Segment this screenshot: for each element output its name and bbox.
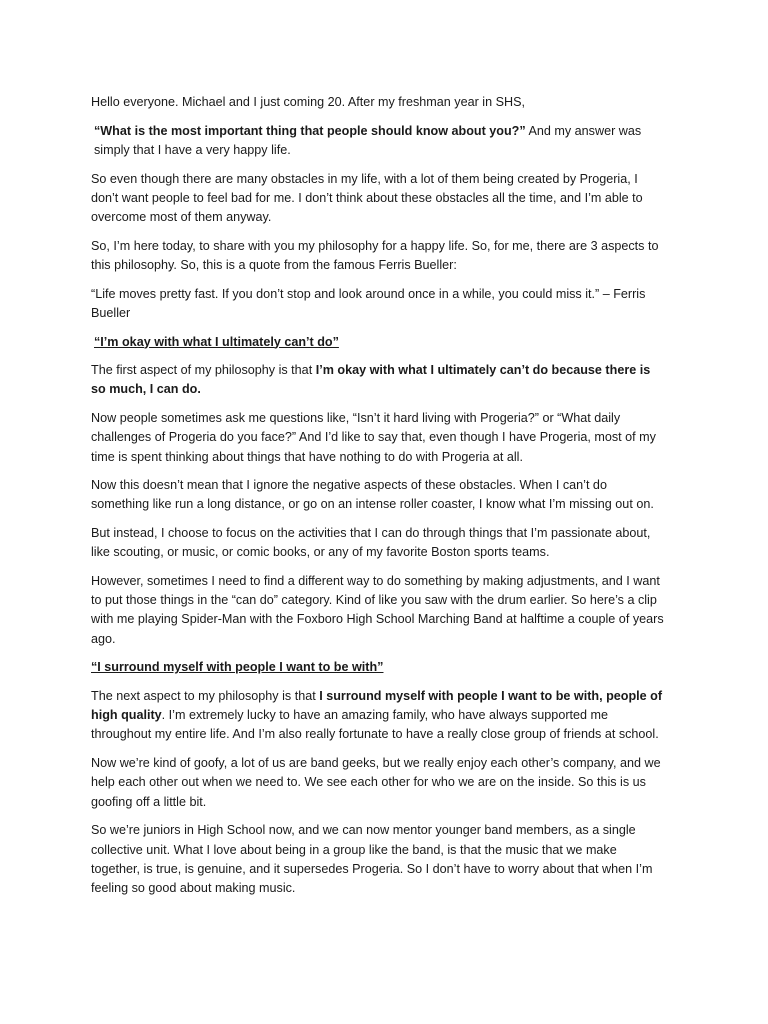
text-segment: So we’re juniors in High School now, and we can now mentor younger band members, as a single collective unit. What I love about being in a group like the band, is that the music that we make together, is true, is genuine, and it supersedes Progeria. So I don’t have to worry about that when I’m feeling so good about making music.	[91, 823, 653, 895]
text-segment: However, sometimes I need to find a different way to do something by making adjustments, and I want to put those things in the “can do” category. Kind of like you saw with the drum earlier. So here’s a clip with me playing Spider-Man with the Foxboro High School Marching Band at halftime a couple of years ago.	[91, 574, 664, 646]
document-body	[91, 93, 668, 898]
text-segment: The next aspect to my philosophy is that	[91, 689, 320, 704]
text-segment: And my answer was simply that I have a very happy life.	[94, 123, 642, 157]
body-paragraph	[91, 409, 668, 467]
section-heading-text: “I surround myself with people I want to be with”	[91, 660, 384, 675]
text-segment: Now we’re kind of goofy, a lot of us are band geeks, but we really enjoy each other’s company, and we help each other out when we need to. We see each other for who we are on the inside. So this is us goofing off a little bit.	[91, 756, 661, 809]
text-segment: The first aspect of my philosophy is that	[91, 363, 316, 378]
bold-text-segment: I’m okay with what I ultimately can’t do because there is so much, I can do.	[91, 363, 651, 397]
body-paragraph	[91, 122, 668, 160]
body-paragraph	[91, 821, 668, 898]
body-paragraph	[91, 170, 668, 228]
section-heading	[91, 658, 668, 677]
body-paragraph	[91, 524, 668, 562]
bold-text-segment: I surround myself with people I want to be with, people of high quality	[91, 689, 663, 723]
body-paragraph	[91, 687, 668, 745]
body-paragraph	[91, 237, 668, 275]
section-heading-text: “I’m okay with what I ultimately can’t do”	[94, 334, 339, 349]
text-segment: Now people sometimes ask me questions like, “Isn’t it hard living with Progeria?” or “What daily challenges of Progeria do you face?” And I’d like to say that, even though I have Progeria, most of my time is spent thinking about things that have nothing to do with Progeria at all.	[91, 411, 656, 464]
text-segment: Hello everyone. Michael and I just coming 20. After my freshman year in SHS,	[91, 95, 525, 109]
body-paragraph	[91, 361, 668, 399]
text-segment: . I’m extremely lucky to have an amazing family, who have always supported me throughout my entire life. And I’m also really fortunate to have a really close group of friends at school.	[91, 708, 659, 742]
body-paragraph	[91, 93, 668, 112]
body-paragraph	[91, 476, 668, 514]
body-paragraph	[91, 572, 668, 649]
text-segment: So even though there are many obstacles in my life, with a lot of them being created by Progeria, I don’t want people to feel bad for me. I don’t think about these obstacles all the time, and I’m able to overcome most of them anyway.	[91, 171, 643, 225]
body-paragraph	[91, 754, 668, 812]
text-segment: “Life moves pretty fast. If you don’t stop and look around once in a while, you could miss it.” – Ferris Bueller	[91, 286, 646, 320]
text-segment: But instead, I choose to focus on the activities that I can do through things that I’m passionate about, like scouting, or music, or comic books, or any of my favorite Boston sports teams.	[91, 526, 651, 560]
body-paragraph	[91, 285, 668, 323]
text-segment: Now this doesn’t mean that I ignore the negative aspects of these obstacles. When I can’t do something like run a long distance, or go on an intense roller coaster, I know what I’m missing out on.	[91, 478, 654, 512]
bold-text-segment: “What is the most important thing that people should know about you?”	[94, 123, 526, 138]
text-segment: So, I’m here today, to share with you my philosophy for a happy life. So, for me, there are 3 aspects to this philosophy. So, this is a quote from the famous Ferris Bueller:	[91, 238, 659, 272]
section-heading	[91, 333, 668, 352]
